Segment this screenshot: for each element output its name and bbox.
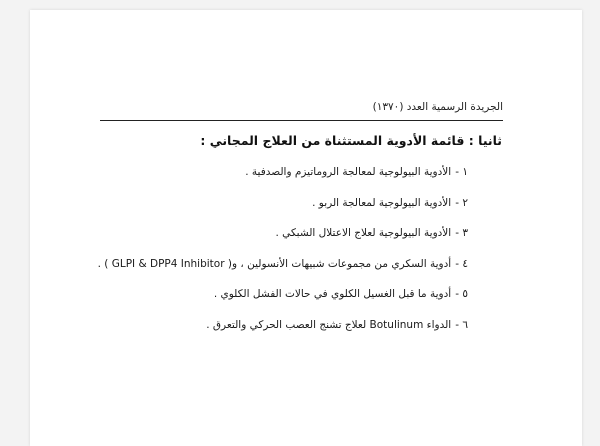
item-text: الأدوية البيولوجية لمعالجة الروماتيزم والصدفية . <box>245 166 452 178</box>
item-number: ٤ - <box>455 257 468 270</box>
item-number: ٢ - <box>455 196 468 209</box>
item-number: ٦ - <box>455 318 468 331</box>
excluded-medicines-list <box>60 160 468 344</box>
list-item <box>60 221 468 252</box>
item-text: الأدوية البيولوجية لعلاج الاعتلال الشبكي . <box>275 227 452 240</box>
item-text: الدواء Botulinum لعلاج تشنج العصب الحركي والتعرق . <box>206 318 452 331</box>
list-item <box>60 191 468 222</box>
header-divider <box>100 120 503 121</box>
item-text: أدوية السكري من مجموعات شبيهات الأنسولين ، و( GLPI & DPP4 Inhibitor ) . <box>97 257 452 270</box>
item-number: ٣ - <box>455 227 468 240</box>
item-number: ٥ - <box>455 288 468 301</box>
item-text: أدوية ما قبل الغسيل الكلوي في حالات الفشل الكلوي . <box>213 288 452 301</box>
item-number: ١ - <box>455 166 468 178</box>
list-item <box>60 313 468 344</box>
list-item <box>60 160 468 191</box>
item-text: الأدوية البيولوجية لمعالجة الربو . <box>312 196 452 209</box>
gazette-header: الجريدة الرسمية العدد (١٣٧٠) <box>372 101 503 113</box>
section-title: ثانيا : قائمة الأدوية المستثناة من العلاج المجاني : <box>200 133 502 148</box>
list-item <box>60 282 468 313</box>
list-item <box>60 252 468 283</box>
